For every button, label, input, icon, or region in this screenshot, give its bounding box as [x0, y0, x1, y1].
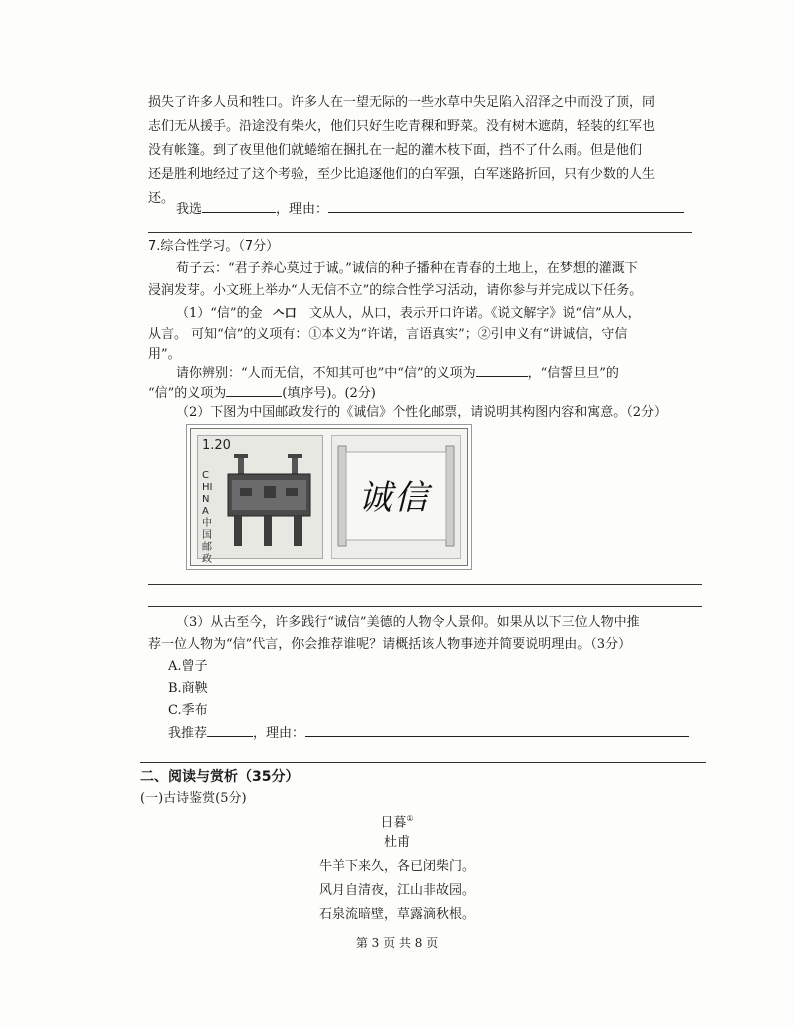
answer-rule: [148, 606, 702, 607]
q7-title: 7.综合性学习。（7分）: [148, 239, 280, 254]
q7-question-text: (填序号)。(2分): [282, 386, 376, 401]
passage-line: 没有帐篷。到了夜里他们就蜷缩在捆扎在一起的灌木枝下面，挡不了什么雨。但是他们: [148, 143, 643, 158]
section-subtitle: (一)古诗鉴赏(5分): [140, 791, 247, 806]
q7-sub1-line3: 用”。: [148, 347, 181, 362]
option-item: A.曾子: [168, 659, 208, 674]
stamp-ding-panel: [197, 435, 323, 565]
option-item: B.商鞅: [168, 681, 208, 696]
answer-rule: [148, 584, 702, 585]
bronze-ding-icon: [220, 450, 320, 550]
q7-question-text: “信”的义项为: [148, 386, 227, 401]
q7-sub1-line2: 从言。 可知“信”的义项有：①本义为“许诺，言语真实”；②引申义有“讲诚信，守信: [148, 327, 628, 342]
passage-line: 还。: [148, 191, 175, 206]
q7-sub3: （3）从古至今，许多践行“诚信”美德的人物令人景仰。如果从以下三位人物中推: [176, 615, 640, 630]
q7-question-text: 请你辨别：“人而无信，不知其可也”中“信”的义项为: [176, 366, 476, 381]
recommend-prefix: 我推荐: [168, 726, 208, 741]
stamp-calligraphy: 诚信: [358, 478, 430, 518]
answer-rule: [148, 232, 692, 233]
stamp-denomination: 1.20: [202, 438, 231, 453]
q7-intro: 浸润发芽。小文班上举办“人无信不立”的综合性学习活动，请你参与并完成以下任务。: [148, 283, 643, 298]
answer-reason-label: ，理由：: [276, 202, 329, 217]
section-title: 二、阅读与赏析（35分）: [140, 769, 300, 785]
bronze-glyph-icon: 𠆢口: [272, 306, 297, 320]
meaning-blank-1[interactable]: [476, 362, 528, 377]
passage-answer-line: [176, 198, 684, 221]
choice-blank[interactable]: [202, 198, 276, 213]
passage-line: 损失了许多人员和牲口。许多人在一望无际的一些水草中失足陷入沼泽之中而没了顶，同: [148, 95, 656, 110]
q7-sub1: [176, 302, 641, 325]
q7-question-text: ，“信誓旦旦”的: [527, 366, 619, 381]
answer-rule: [140, 762, 706, 763]
page-footer: 第 3 页 共 8 页: [355, 936, 439, 950]
reason-blank[interactable]: [328, 198, 684, 213]
q7-sub3: 荐一位人物为“信”代言，你会推荐谁呢？请概括该人物事迹并简要说明理由。（3分）: [148, 637, 632, 652]
recommend-blank[interactable]: [207, 722, 253, 737]
recommend-line: [168, 722, 689, 745]
poem-title: [0, 808, 794, 834]
poem-footnote-mark: ①: [406, 814, 414, 823]
q7-intro: 荀子云：“君子养心莫过于诚。”诚信的种子播种在青春的土地上，在梦想的灌溉下: [176, 261, 638, 276]
recommend-reason-label: ，理由：: [253, 726, 306, 741]
poem-author: 杜甫: [383, 835, 410, 850]
integrity-stamp-image: [190, 428, 468, 566]
meaning-blank-2[interactable]: [226, 382, 282, 397]
poem-line: 风月自清夜，江山非故园。: [318, 883, 475, 898]
poem-line: 石泉流暗壁，草露滴秋根。: [318, 907, 475, 922]
poem-title-text: 日暮: [380, 815, 407, 831]
stamp-china-post-label: CHINA中国邮政: [202, 470, 213, 565]
passage-line: 还是胜利地经过了这个考验，至少比追逐他们的白军强，白军迷路折回，只有少数的人生: [148, 167, 656, 182]
q7-sub1-text: 文从人，从口，表示开口许诺。《说文解字》说“信”从人，: [308, 306, 641, 321]
q7-sub2: （2）下图为中国邮政发行的《诚信》个性化邮票，请说明其构图内容和寓意。（2分）: [176, 405, 668, 420]
poem-line: 牛羊下来久，各已闭柴门。: [318, 859, 475, 874]
stamp-scroll-panel: [331, 435, 461, 559]
option-item: C.季布: [168, 703, 208, 718]
passage-line: 志们无从援手。沿途没有柴火，他们只好生吃青稞和野菜。没有树木遮荫，轻装的红军也: [148, 119, 656, 134]
recommend-reason-blank[interactable]: [305, 722, 689, 737]
answer-prefix: 我选: [176, 202, 203, 217]
q7-sub1-text: （1）“信”的金: [176, 306, 263, 321]
